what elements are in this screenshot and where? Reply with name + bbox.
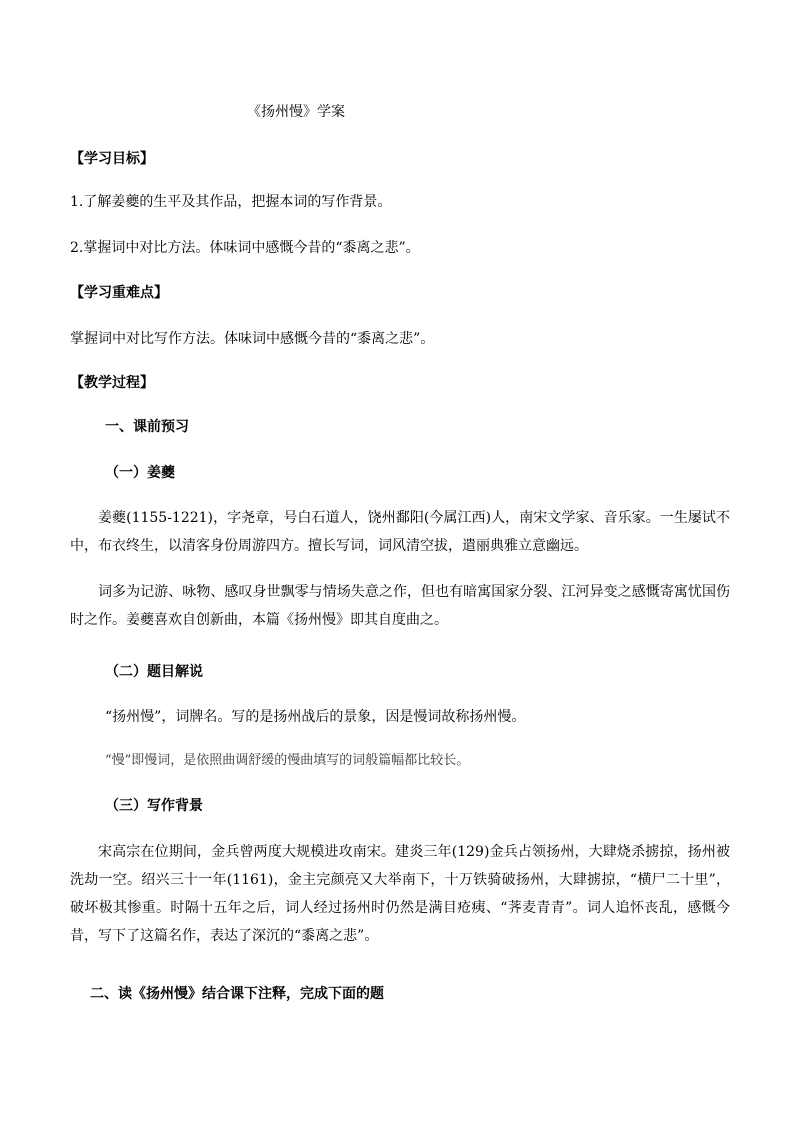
process-heading: 【教学过程】 bbox=[70, 375, 154, 391]
sub2-line-2: “慢”即慢词，是依照曲调舒缓的慢曲填写的词般篇幅都比较长。 bbox=[105, 753, 470, 768]
goal-item-2: 2.掌握词中对比方法。体味词中感慨今昔的“黍离之悲”。 bbox=[70, 240, 420, 256]
sub3-paragraph: 宋高宗在位期间，金兵曾两度大规模进攻南宋。建炎三年(129)金兵占领扬州，大肆烧杀掳掠，扬州被洗劫一空。绍兴三十一年(1161)，金主完颜亮又大举南下，十万铁骑破扬州，大肆掳掠，“横尸二十里”，破坏极其惨重。时隔十五年之后，词人经过扬州时仍然是满目疮痍、“荠麦青青”。词人追怀丧乱，感慨今昔，写下了这篇名作，表达了深沉的“黍离之悲”。 bbox=[70, 844, 730, 944]
goals-heading: 【学习目标】 bbox=[70, 151, 154, 167]
keypoints-heading: 【学习重难点】 bbox=[70, 285, 168, 301]
sub1-paragraph-2: 词多为记游、咏物、感叹身世飘零与情场失意之作，但也有暗寓国家分裂、江河异变之感慨寄寓忧国伤时之作。姜夔喜欢自创新曲，本篇《扬州慢》即其自度曲之。 bbox=[70, 584, 730, 628]
sub1-heading: （一）姜夔 bbox=[105, 465, 175, 481]
sub2-heading: （二）题目解说 bbox=[105, 664, 203, 680]
sub1-paragraph-1: 姜夔(1155-1221)，字尧章，号白石道人，饶州鄱阳(今属江西)人，南宋文学家、音乐家。一生屡试不中，布衣终生，以清客身份周游四方。擅长写词，词风清空拔，遣丽典雅立意幽远。 bbox=[70, 510, 730, 554]
part1-heading: 一、课前预习 bbox=[105, 419, 189, 435]
part2-heading: 二、读《扬州慢》结合课下注释，完成下面的题 bbox=[90, 986, 384, 1002]
page-title: 《扬州慢》学案 bbox=[247, 104, 345, 120]
goal-item-1: 1.了解姜夔的生平及其作品，把握本词的写作背景。 bbox=[70, 194, 392, 210]
sub2-line-1: “扬州慢”，词牌名。写的是扬州战后的景象，因是慢词故称扬州慢。 bbox=[105, 709, 526, 725]
keypoints-text: 掌握词中对比写作方法。体味词中感慨今昔的“黍离之悲”。 bbox=[70, 331, 435, 347]
sub3-heading: （三）写作背景 bbox=[105, 798, 203, 814]
